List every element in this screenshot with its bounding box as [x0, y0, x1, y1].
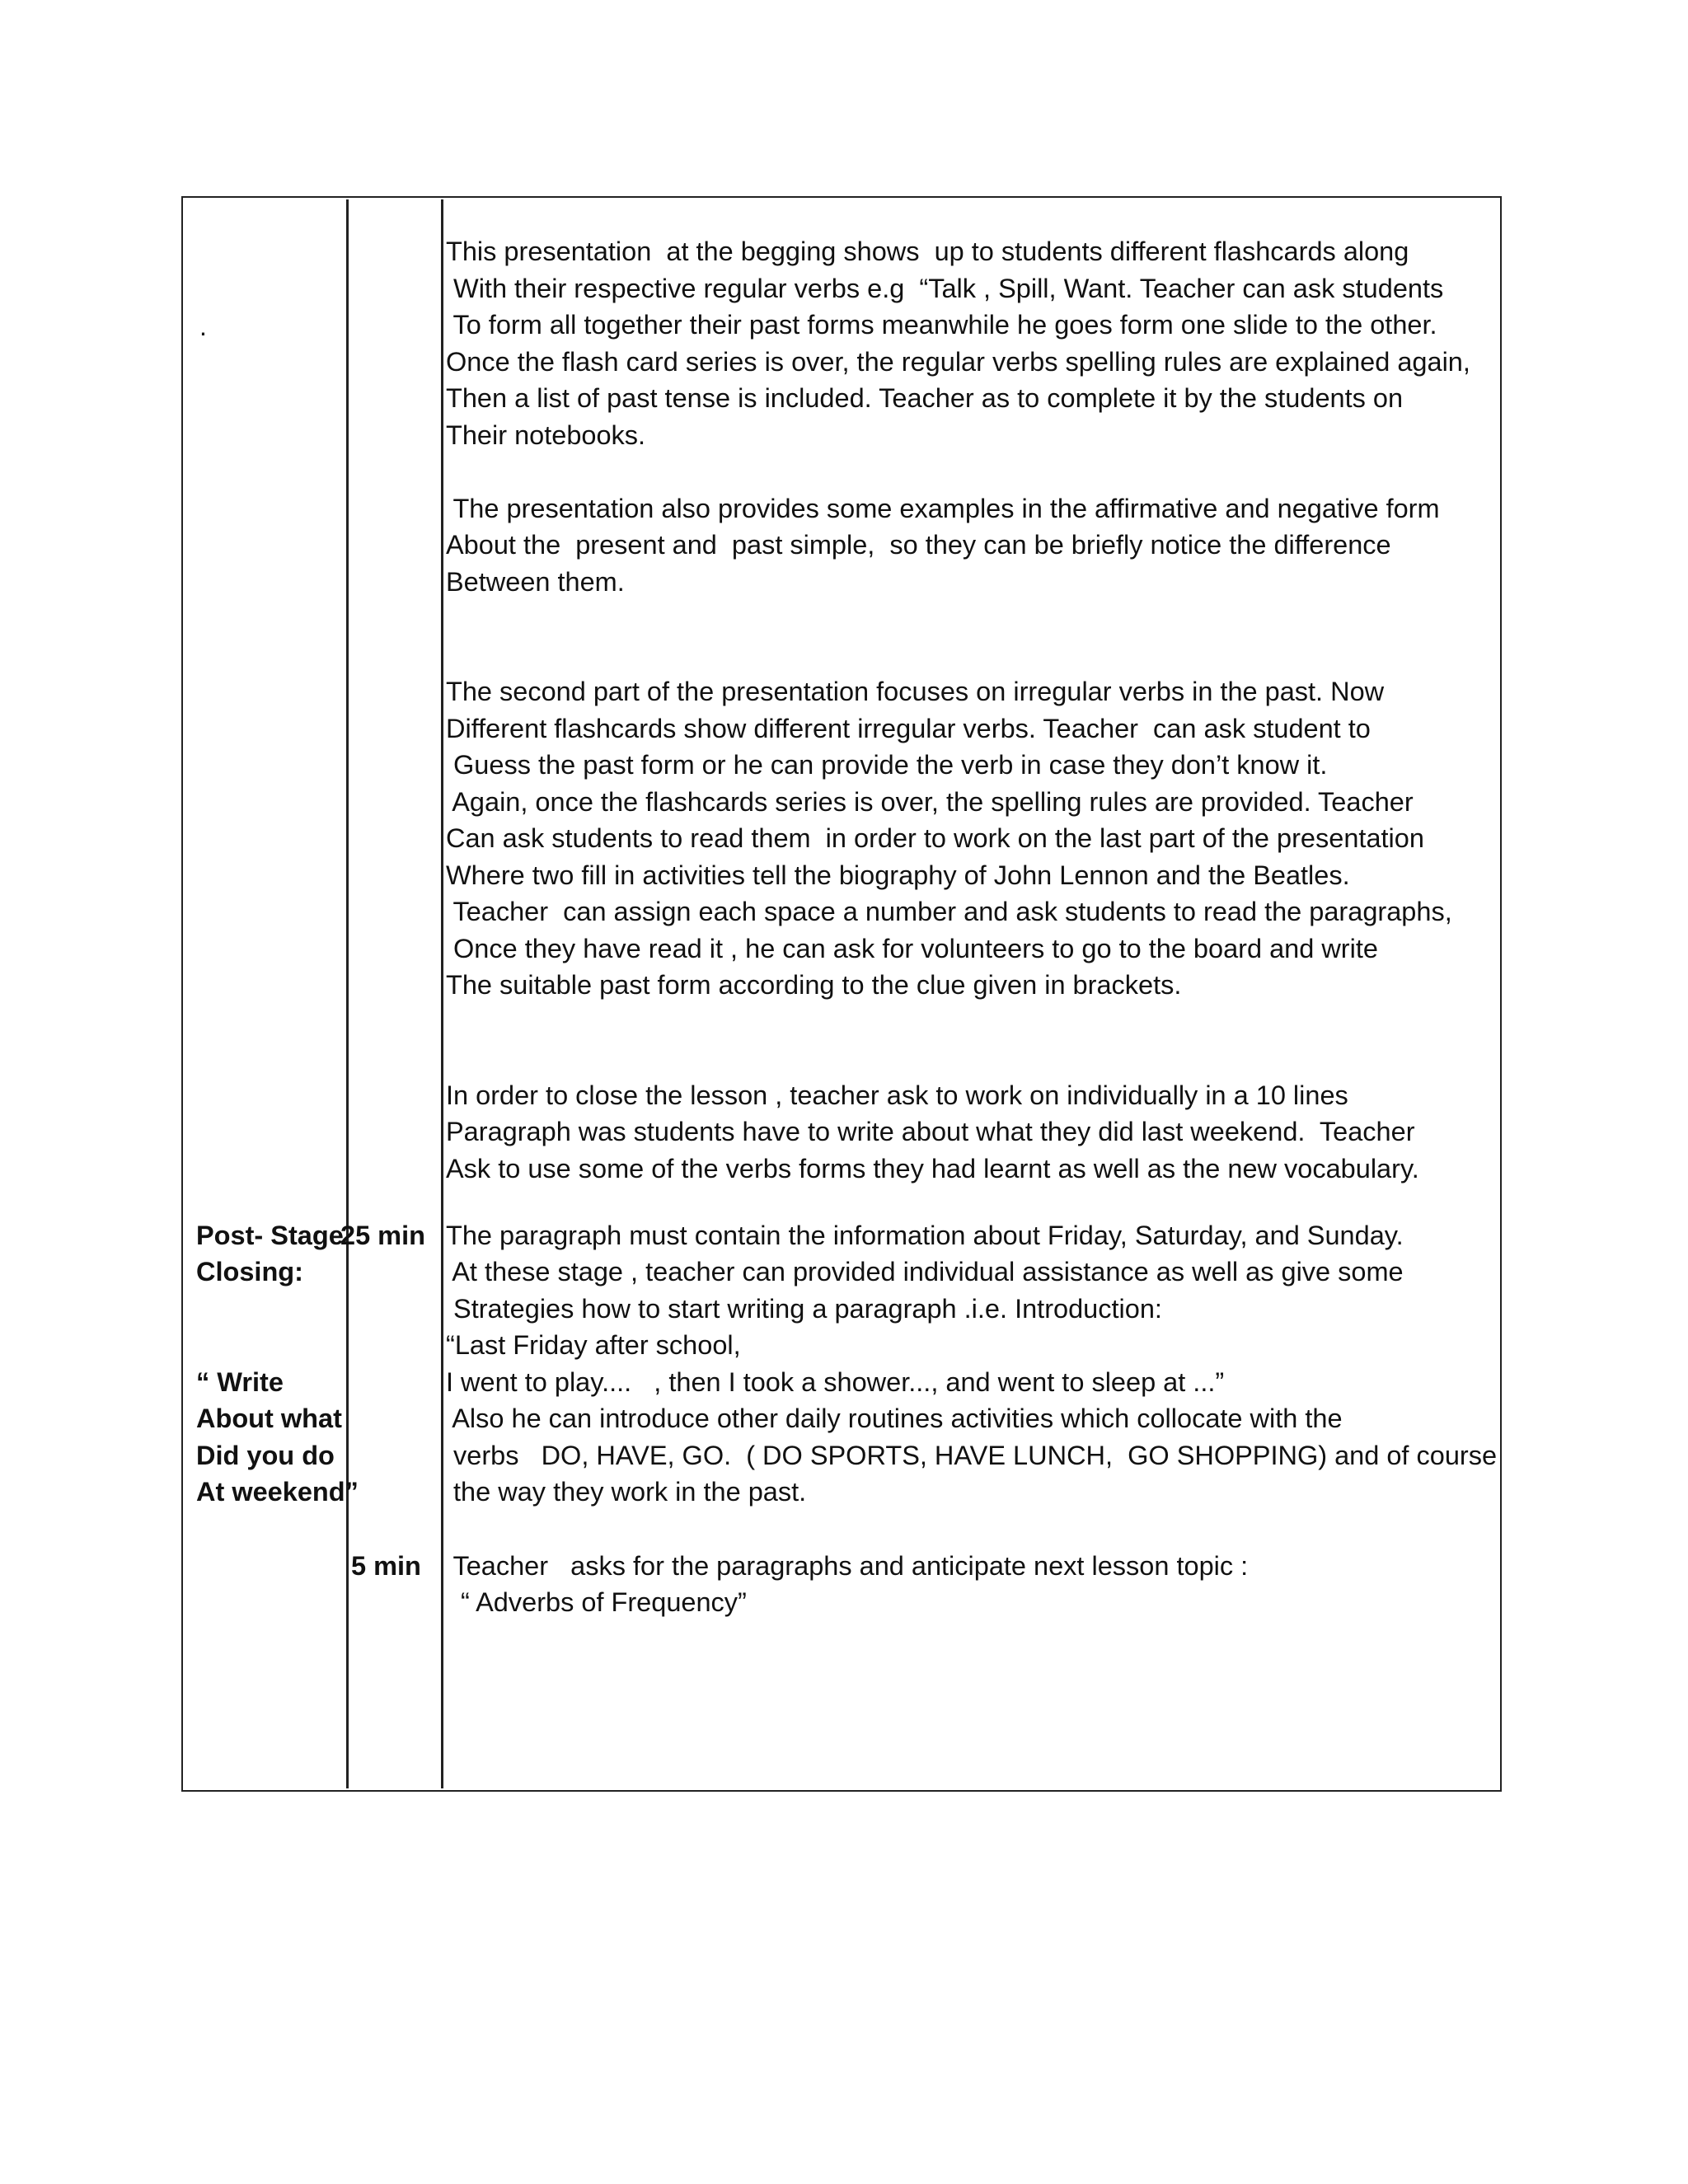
activity-line-1: “ Write: [196, 1367, 284, 1397]
column-divider-1: [346, 199, 349, 1788]
content-line: “Last Friday after school,: [446, 1330, 741, 1360]
content-line: The suitable past form according to the clue given in brackets.: [446, 970, 1182, 1000]
content-line: Once they have read it , he can ask for volunteers to go to the board and write: [446, 934, 1378, 963]
content-line: Then a list of past tense is included. Teacher as to complete it by the students on: [446, 383, 1404, 413]
content-line: Different flashcards show different irregular verbs. Teacher can ask student to: [446, 714, 1371, 743]
content-line: About the present and past simple, so they can be briefly notice the difference: [446, 530, 1391, 560]
content-line: Strategies how to start writing a paragraph .i.e. Introduction:: [446, 1294, 1162, 1324]
content-line: At these stage , teacher can provided individual assistance as well as give some: [446, 1257, 1404, 1286]
activity-line-4: At weekend”: [196, 1477, 359, 1507]
content-line: verbs DO, HAVE, GO. ( DO SPORTS, HAVE LUNCH, GO SHOPPING) and of course: [446, 1441, 1498, 1470]
post-stage-time: 25 min: [340, 1221, 425, 1250]
content-line: Also he can introduce other daily routines activities which collocate with the: [446, 1404, 1343, 1433]
content-line: Paragraph was students have to write about what they did last weekend. Teacher: [446, 1117, 1415, 1146]
content-line: In order to close the lesson , teacher ask to work on individually in a 10 lines: [446, 1080, 1348, 1110]
stage-label: Post- Stage: [196, 1221, 344, 1250]
content-line: The paragraph must contain the information about Friday, Saturday, and Sunday.: [446, 1221, 1404, 1250]
activity-line-3: Did you do: [196, 1441, 335, 1470]
closing-label: Closing:: [196, 1257, 303, 1286]
content-line: To form all together their past forms meanwhile he goes form one slide to the other.: [446, 310, 1437, 340]
content-line: Teacher asks for the paragraphs and anticipate next lesson topic :: [446, 1551, 1249, 1581]
content-line: “ Adverbs of Frequency”: [446, 1587, 747, 1617]
content-line: Ask to use some of the verbs forms they had learnt as well as the new vocabulary.: [446, 1154, 1419, 1183]
content-line: The presentation also provides some examples in the affirmative and negative form: [446, 494, 1440, 523]
content-line: The second part of the presentation focuses on irregular verbs in the past. Now: [446, 677, 1385, 706]
content-line: This presentation at the begging shows up to students different flashcards along: [446, 237, 1409, 266]
content-line: Teacher can assign each space a number and ask students to read the paragraphs,: [446, 897, 1452, 926]
content-line: Guess the past form or he can provide the verb in case they don’t know it.: [446, 750, 1328, 780]
content-line: Can ask students to read them in order to work on the last part of the presentation: [446, 823, 1424, 853]
activity-line-2: About what: [196, 1404, 342, 1433]
content-line: Their notebooks.: [446, 420, 646, 450]
column-divider-2: [441, 199, 443, 1788]
content-line: Where two fill in activities tell the biography of John Lennon and the Beatles.: [446, 860, 1350, 890]
closing-time: 5 min: [351, 1551, 421, 1581]
content-line: With their respective regular verbs e.g “Talk , Spill, Want. Teacher can ask students: [446, 274, 1444, 303]
content-line: the way they work in the past.: [446, 1477, 807, 1507]
content-line: Again, once the flashcards series is over, the spelling rules are provided. Teacher: [446, 787, 1414, 817]
content-line: I went to play.... , then I took a shower..., and went to sleep at ...”: [446, 1367, 1225, 1397]
stage-column-dot: .: [199, 312, 207, 341]
content-line: Between them.: [446, 567, 625, 597]
content-line: Once the flash card series is over, the regular verbs spelling rules are explained again,: [446, 347, 1470, 377]
